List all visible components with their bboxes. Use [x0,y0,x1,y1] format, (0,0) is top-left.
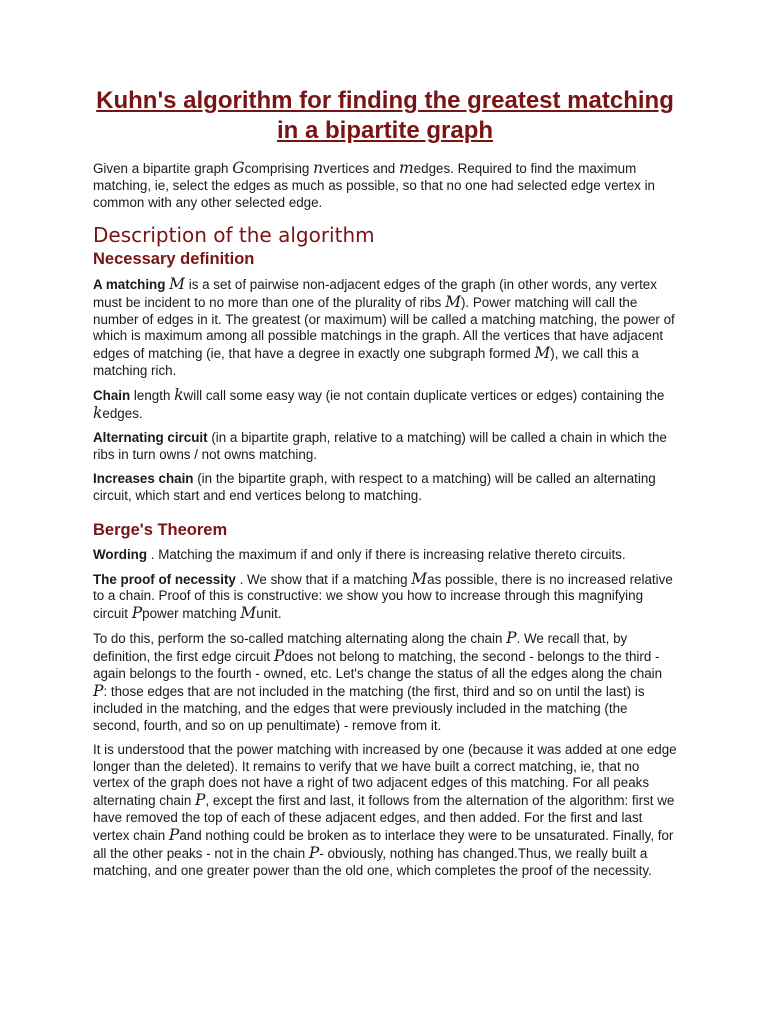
math-symbol: G [232,159,245,177]
intro-paragraph: Given a bipartite graph Gcomprising nvertices and medges. Required to find the maximum matching, ie, select the edges as much as possible, so that no one had selected edge vertex in common with any other selected edge. [93,159,656,210]
math-symbol: M [240,604,257,623]
defined-term: A matching [93,276,166,292]
defined-term: Increases chain [93,470,194,486]
math-symbol: P [506,629,517,648]
math-symbol: M [534,344,551,363]
math-symbol: k [93,404,103,423]
page-title: Kuhn's algorithm for finding the greatest matching in a bipartite graph [96,87,674,144]
math-symbol: P [93,681,104,700]
definition-alternating-circuit: Alternating circuit (in a bipartite graph, relative to a matching) will be called a chain in which the ribs in turn owns / not owns matching. [93,429,667,462]
definition-matching: A matching M is a set of pairwise non-adjacent edges of the graph (in other words, any vertex must be incident to no more than one of the plurality of ribs M). Power matching will call the number of edges in it. The greatest (or maximum) will be called a matching matching, the power of which is maximum among all possible matchings in the graph. All the vertices that have adjacent edges of matching (ie, that have a degree in exactly one subgraph formed M), we call this a matching rich. [93,274,675,379]
proof-paragraph: To do this, perform the so-called matching alternating along the chain P. We recall that, by definition, the first edge circuit Pdoes not belong to matching, the second - belongs to the third - again belongs to the fourth - owned, etc. Let's change the status of all the edges along the chain P: those edges that are not included in the matching (the first, third and so on until the last) is included in the matching, and the edges that were previously included in the matching (the second, fourth, and so on up penultimate) - remove from it. [93,629,663,733]
math-symbol: P [308,844,320,863]
math-symbol: m [398,159,414,177]
math-symbol: P [195,791,206,810]
math-symbol: M [445,292,461,311]
defined-term: Wording [93,546,148,562]
defined-term: Alternating circuit [93,429,208,445]
subsection-heading: Necessary definition [93,249,255,268]
math-symbol: P [168,826,180,845]
proof-paragraph: It is understood that the power matching with increased by one (because it was added at one edge longer than the deleted). It remains to verify that we have built a correct matching, ie, that no vertex of the graph does not have a right of two adjacent edges of this matching. For all peaks alternating chain P, except the first and last, it follows from the alternation of the algorithm: first we have removed the top of each of these adjacent edges, and then added. For the first and last vertex chain Pand nothing could be broken as to interlace they were to be unsaturated. Finally, for all the other peaks - not in the chain P- obviously, nothing has changed.Thus, we really built a matching, and one greater power than the old one, which completes the proof of the necessity. [93,741,677,878]
math-symbol: k [174,386,184,405]
math-symbol: P [131,604,143,623]
defined-term: The proof of necessity [93,571,236,587]
section-heading: Description of the algorithm [93,222,375,247]
math-symbol: P [273,647,285,666]
theorem-wording: Wording . Matching the maximum if and only if there is increasing relative thereto circuits. [93,546,626,562]
definition-chain: Chain length kwill call some easy way (ie not contain duplicate vertices or edges) containing the kedges. [93,386,665,423]
proof-necessity: The proof of necessity . We show that if a matching Mas possible, there is no increased relative to a chain. Proof of this is constructive: we show you how to increase through this magnifying circuit Ppower matching Munit. [93,569,673,623]
math-symbol: M [411,569,428,588]
definition-increases-chain: Increases chain (in the bipartite graph, with respect to a matching) will be called an alternating circuit, which start and end vertices belong to matching. [93,470,656,503]
subsection-heading: Berge's Theorem [93,520,228,539]
document-page [93,86,677,887]
math-symbol: n [313,159,324,177]
math-symbol: M [169,274,186,293]
defined-term: Chain [93,388,131,404]
